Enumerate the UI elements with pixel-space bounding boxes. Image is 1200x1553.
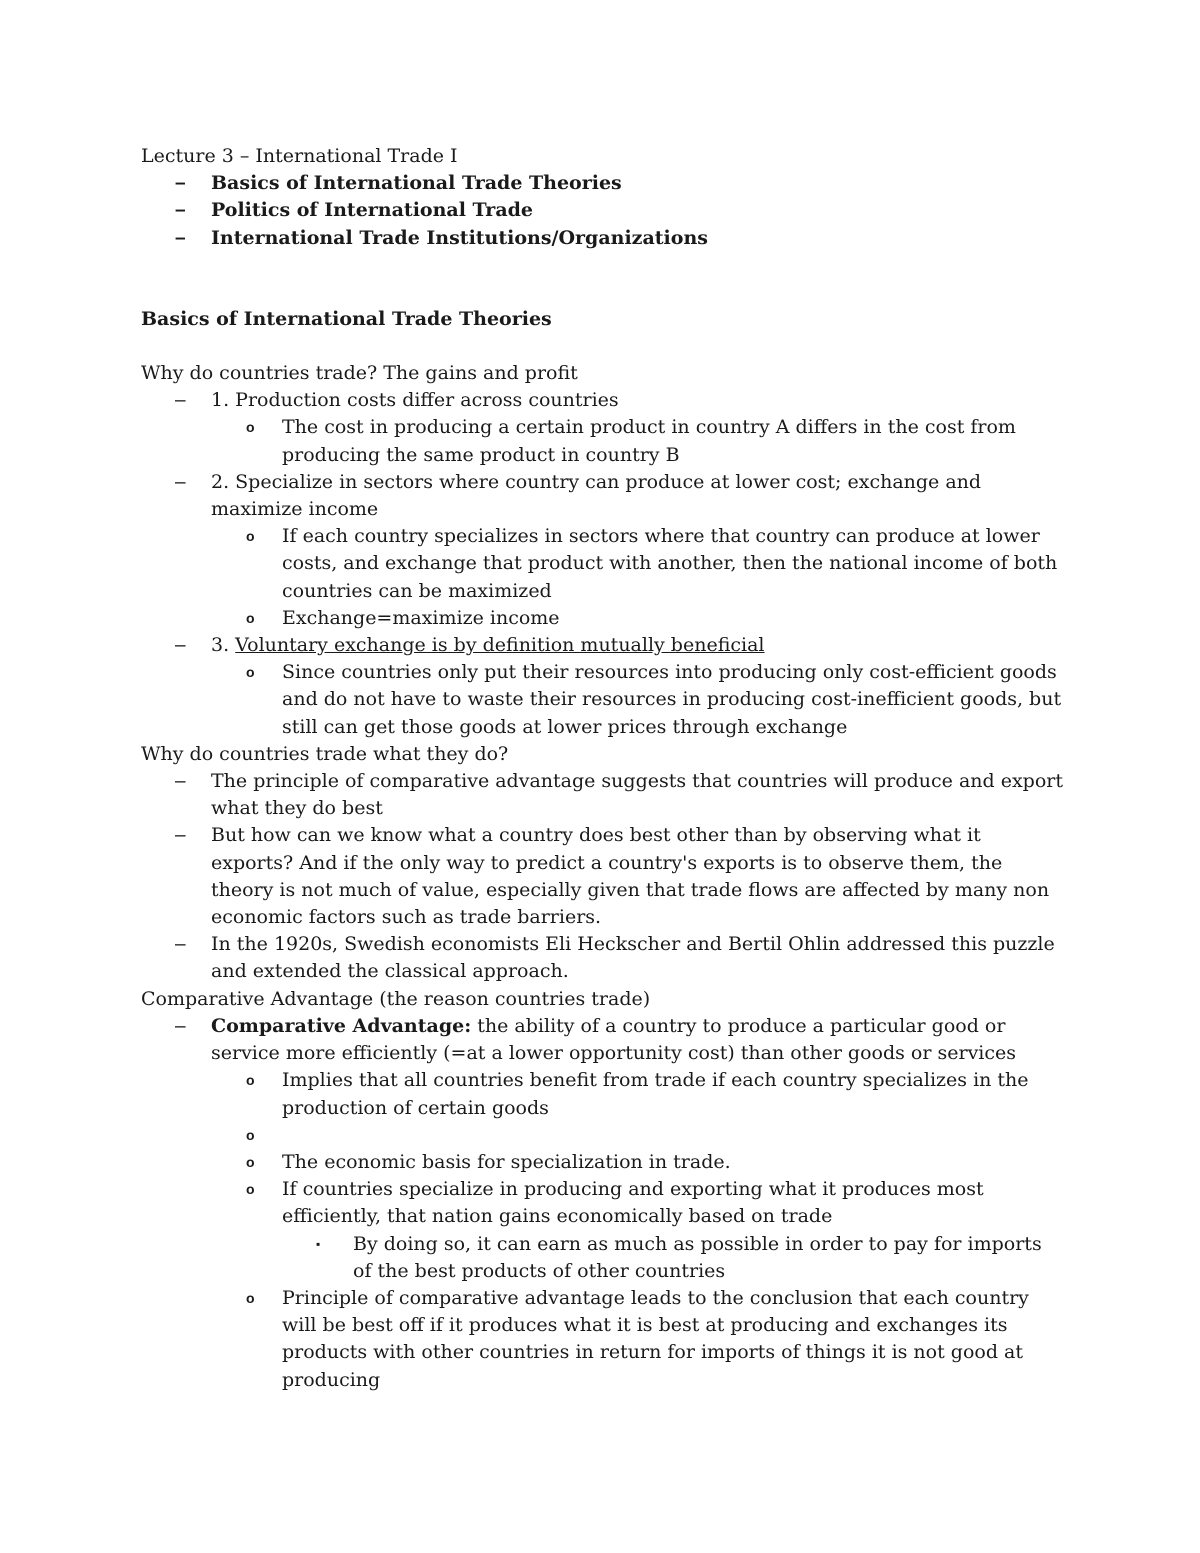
circle-bullet-icon: o bbox=[246, 419, 255, 436]
circle-bullet-icon: o bbox=[246, 1126, 255, 1143]
list-item: – 1. Production costs differ across countries bbox=[141, 387, 1066, 414]
lecture-title: Lecture 3 – International Trade I bbox=[141, 145, 458, 167]
dash-bullet-icon: – bbox=[175, 227, 186, 249]
term-bold: Comparative Advantage: bbox=[211, 1014, 472, 1037]
why-trade-heading: Why do countries trade? The gains and profit bbox=[141, 362, 578, 385]
list-item: o Since countries only put their resources into producing only cost-efficient goods and do not have to waste their resources in producing cost-inefficient goods, but still can get those goods at lower prices through exchange bbox=[246, 661, 1062, 738]
list-item: – The principle of comparative advantage suggests that countries will produce and export what they do best bbox=[175, 770, 1064, 820]
dash-bullet-icon: – bbox=[175, 635, 186, 657]
dash-bullet-icon: – bbox=[175, 934, 186, 956]
list-item: o If countries specialize in producing and exporting what it produces most efficiently, that nation gains economically based on trade bbox=[246, 1178, 984, 1228]
outline-item: – Politics of International Trade bbox=[141, 197, 1066, 224]
dash-bullet-icon: – bbox=[175, 825, 186, 847]
outline-item: – International Trade Institutions/Organizations bbox=[141, 225, 1066, 252]
square-bullet-icon: ▪ bbox=[316, 1236, 321, 1251]
underlined-text: Voluntary exchange is by definition mutually beneficial bbox=[235, 634, 765, 657]
circle-bullet-icon: o bbox=[246, 528, 255, 545]
dash-bullet-icon: – bbox=[175, 471, 186, 493]
list-item: o The economic basis for specialization in trade. bbox=[141, 1149, 1066, 1176]
circle-bullet-icon: o bbox=[246, 1289, 255, 1306]
list-item: – But how can we know what a country does best other than by observing what it exports? And if the only way to predict a country's exports is to observe them, the theory is not much of value, especially given that trade flows are affected by many non economic factors such as trade barriers. bbox=[175, 824, 1050, 929]
section-heading: Basics of International Trade Theories bbox=[141, 307, 552, 330]
list-item: o The cost in producing a certain product in country A differs in the cost from producing the same product in country B bbox=[246, 416, 1016, 466]
dash-bullet-icon: – bbox=[175, 173, 186, 195]
dash-bullet-icon: – bbox=[175, 771, 186, 793]
dash-bullet-icon: – bbox=[175, 390, 186, 412]
list-item: o Exchange=maximize income bbox=[141, 605, 1066, 632]
spacer bbox=[141, 252, 1066, 306]
dash-bullet-icon: – bbox=[175, 1015, 186, 1037]
list-item: o Principle of comparative advantage leads to the conclusion that each country will be best off if it produces what it is best at producing and exchanges its products with other countries in return for imports of things it is not good at producing bbox=[246, 1286, 1029, 1391]
spacer bbox=[141, 333, 1066, 360]
list-item: – Comparative Advantage: the ability of a country to produce a particular good or service more efficiently (=at a lower opportunity cost) than other goods or services bbox=[175, 1014, 1017, 1065]
outline-item: – Basics of International Trade Theories bbox=[141, 170, 1066, 197]
list-item: – 3. Voluntary exchange is by definition mutually beneficial bbox=[141, 632, 1066, 659]
circle-bullet-icon: o bbox=[246, 664, 255, 681]
list-item: – In the 1920s, Swedish economists Eli Heckscher and Bertil Ohlin addressed this puzzle and extended the classical approach. bbox=[175, 933, 1055, 983]
list-item: o If each country specializes in sectors where that country can produce at lower costs, and exchange that product with another, then the national income of both countries can be maximized bbox=[246, 525, 1058, 602]
circle-bullet-icon: o bbox=[246, 1153, 255, 1170]
document-page bbox=[141, 143, 1066, 1394]
dash-bullet-icon: – bbox=[175, 200, 186, 222]
circle-bullet-icon: o bbox=[246, 1072, 255, 1089]
list-item: ▪ By doing so, it can earn as much as possible in order to pay for imports of the best products of other countries bbox=[316, 1232, 1042, 1282]
list-item bbox=[141, 1122, 1066, 1149]
why-what-heading: Why do countries trade what they do? bbox=[141, 742, 509, 765]
list-item: o Implies that all countries benefit from trade if each country specializes in the production of certain goods bbox=[246, 1069, 1029, 1119]
comp-adv-heading: Comparative Advantage (the reason countries trade) bbox=[141, 987, 651, 1010]
circle-bullet-icon: o bbox=[246, 1181, 255, 1198]
circle-bullet-icon: o bbox=[246, 609, 255, 626]
list-item: – 2. Specialize in sectors where country can produce at lower cost; exchange and maximize income bbox=[175, 470, 982, 521]
